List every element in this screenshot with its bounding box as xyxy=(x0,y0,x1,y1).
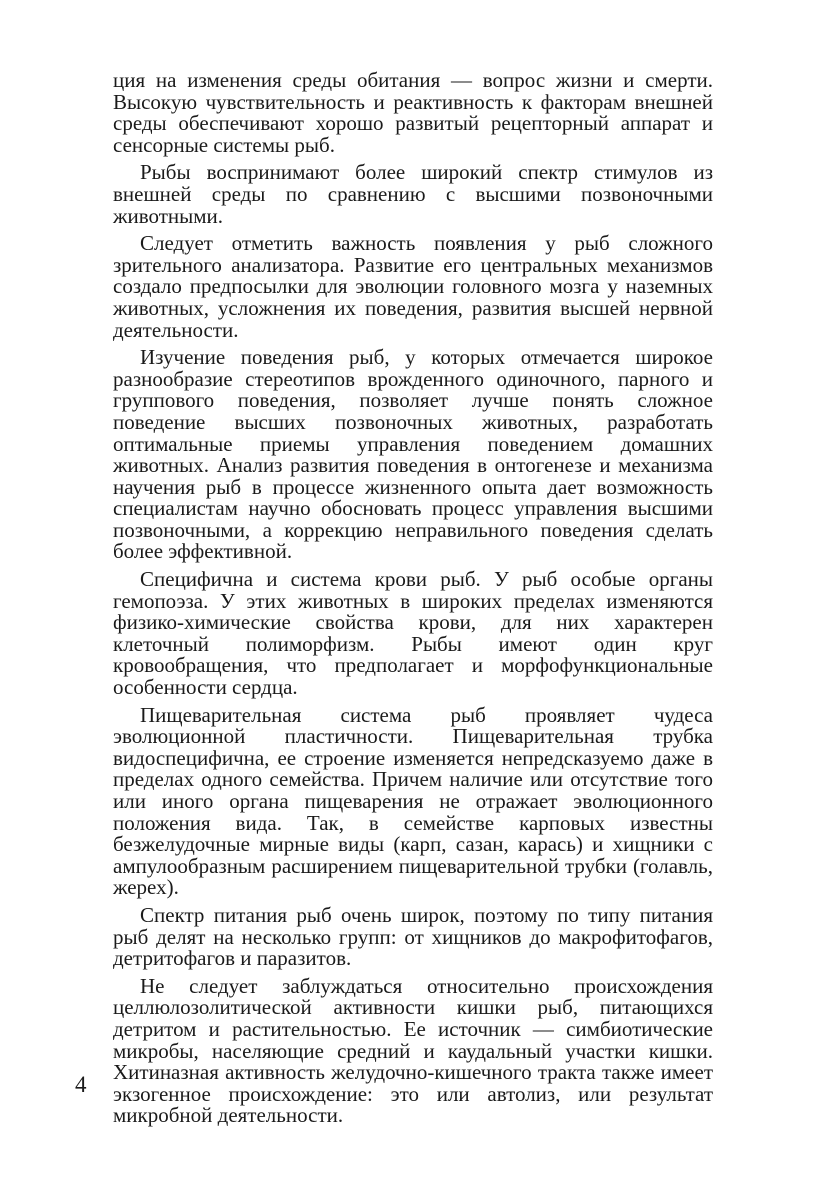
paragraph-5: Специфична и система крови рыб. У рыб особые органы гемопоэза. У этих животных в широких пределах изменяются физико-химические свойства крови, для них характерен клеточный полиморфизм. Рыбы имеют один круг кровообращения, что предполагает и морфофункциональные особенности сердца. xyxy=(113,567,713,700)
paragraph-1: ция на изменения среды обитания — вопрос жизни и смерти. Высокую чувствительность и реактивность к факторам внешней среды обеспечивают хорошо развитый рецепторный аппарат и сенсорные системы рыб. xyxy=(113,68,713,157)
paragraph-3: Следует отметить важность появления у рыб сложного зрительного анализатора. Развитие его центральных механизмов создало предпосылки для эволюции головного мозга у наземных животных, усложнения их поведения, развития высшей нервной деятельности. xyxy=(113,231,713,342)
paragraph-7: Спектр питания рыб очень широк, поэтому по типу питания рыб делят на несколько групп: от хищников до макрофитофагов, детритофагов и паразитов. xyxy=(113,902,713,971)
paragraph-2: Рыбы воспринимают более широкий спектр стимулов из внешней среды по сравнению с высшими позвоночными животными. xyxy=(113,160,713,228)
paragraph-4: Изучение поведения рыб, у которых отмечается широкое разнообразие стереотипов врожденного одиночного, парного и группового поведения, позволяет лучше понять сложное поведение высших позвоночных животных, разработать оптимальные приемы управления поведением домашних животных. Анализ развития поведения в онтогенезе и механизма научения рыб в процессе жизненного опыта дает возможность специалистам научно обосновать процесс управления высшими позвоночными, а коррекцию неправильного поведения сделать более эффективной. xyxy=(113,345,713,564)
page-body xyxy=(113,70,713,1127)
paragraph-8: Не следует заблуждаться относительно происхождения целлюлозолитической активности кишки рыб, питающихся детритом и растительностью. Ее источник — симбиотические микробы, населяющие средний и каудальный участки кишки. Хитиназная активность желудочно-кишечного тракта также имеет экзогенное происхождение: это или автолиз, или результат микробной деятельности. xyxy=(113,973,713,1128)
page-number: 4 xyxy=(75,1072,87,1097)
paragraph-6: Пищеварительная система рыб проявляет чудеса эволюционной пластичности. Пищеварительная трубка видоспецифична, ее строение изменяется непредсказуемо даже в пределах одного семейства. Причем наличие или отсутствие того или иного органа пищеварения не отражает эволюционного положения вида. Так, в семействе карповых известны безжелудочные мирные виды (карп, сазан, карась) и хищники с ампулообразным расширением пищеварительной трубки (голавль, жерех). xyxy=(113,702,713,900)
